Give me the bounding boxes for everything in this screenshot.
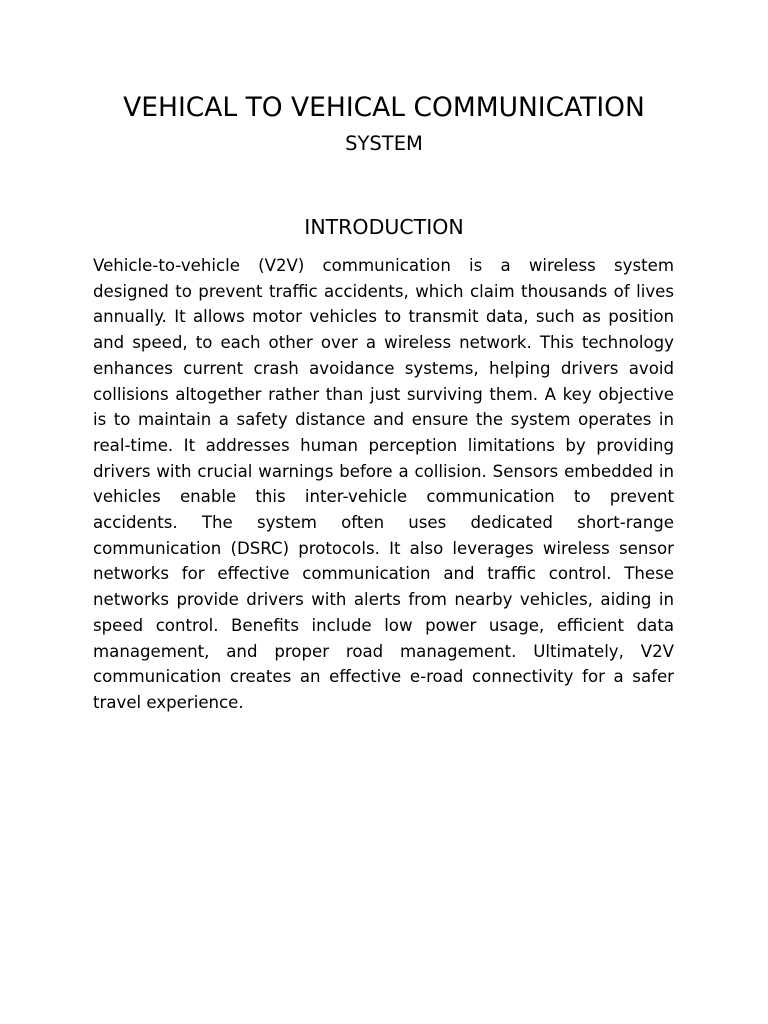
document-title: VEHICAL TO VEHICAL COMMUNICATION bbox=[123, 92, 645, 123]
document-subtitle: SYSTEM bbox=[345, 132, 423, 155]
section-heading-introduction: INTRODUCTION bbox=[304, 215, 464, 239]
introduction-paragraph: Vehicle-to-vehicle (V2V) communication is a wireless system designed to prevent traffic accidents, which claim thousands of lives annually. It allows motor vehicles to transmit data, such as position and speed, to each other over a wireless network. This technology enhances current crash avoidance systems, helping drivers avoid collisions altogether rather than just surviving them. A key objective is to maintain a safety distance and ensure the system operates in real-time. It addresses human perception limitations by providing drivers with crucial warnings before a collision. Sensors embedded in vehicles enable this inter-vehicle communication to prevent accidents. The system often uses dedicated short-range communication (DSRC) protocols. It also leverages wireless sensor networks for effective communication and traffic control. These networks provide drivers with alerts from nearby vehicles, aiding in speed control. Benefits include low power usage, efficient data management, and proper road management. Ultimately, V2V communication creates an effective e-road connectivity for a safer travel experience. bbox=[93, 256, 674, 712]
